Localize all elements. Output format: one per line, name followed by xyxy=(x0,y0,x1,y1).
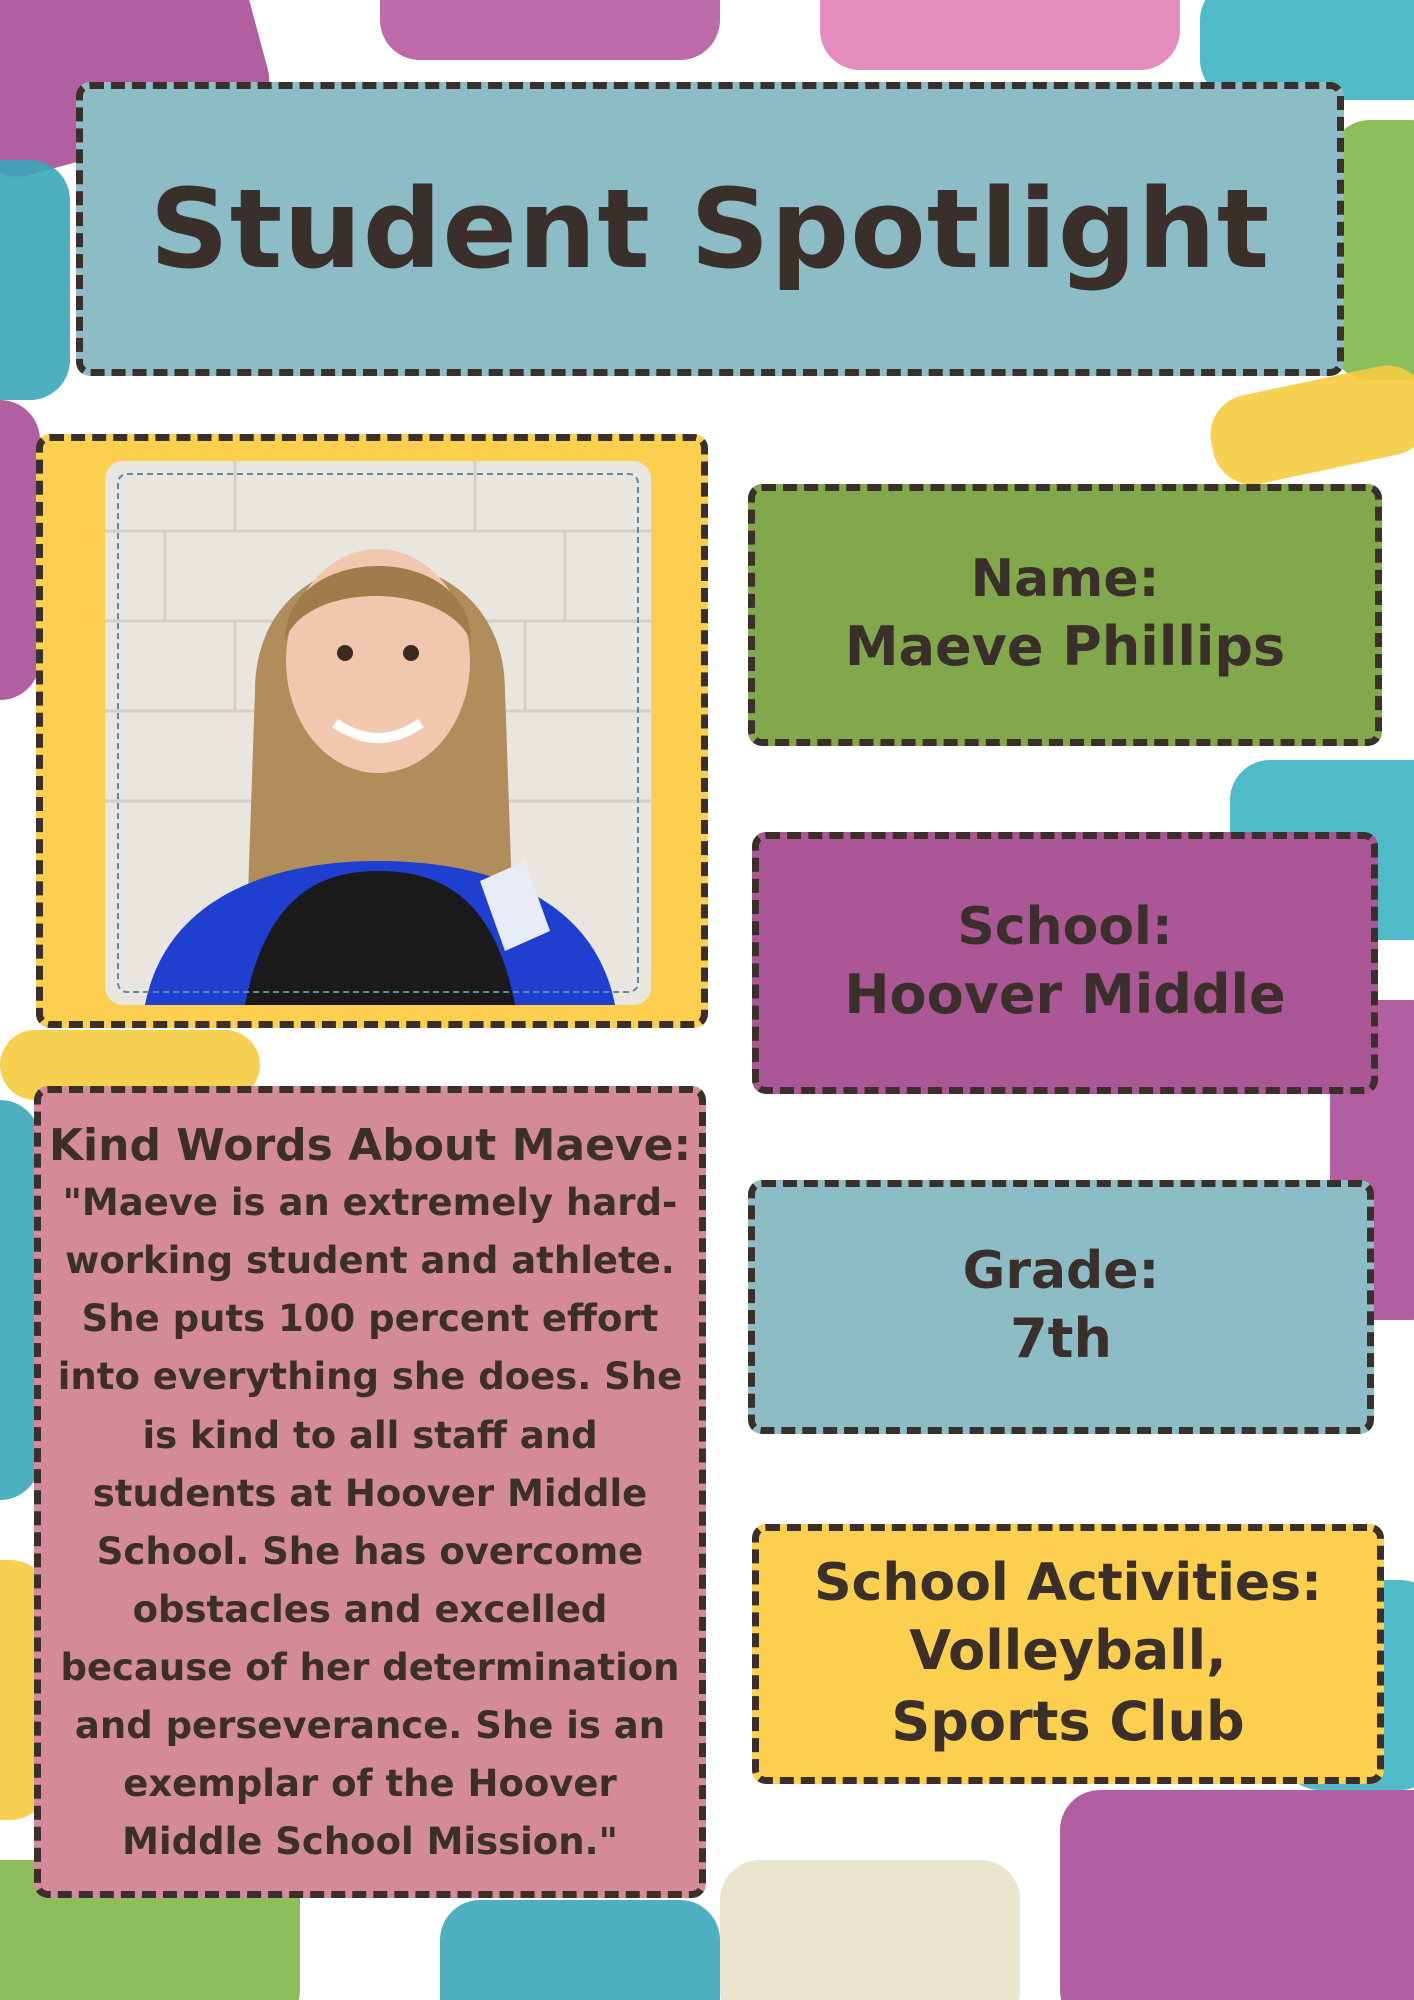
name-label: Name: xyxy=(970,549,1160,610)
student-photo xyxy=(105,461,651,1005)
name-value: Maeve Phillips xyxy=(844,615,1286,679)
grade-label: Grade: xyxy=(962,1241,1160,1302)
photo-frame xyxy=(36,434,708,1028)
page-title: Student Spotlight xyxy=(149,165,1271,293)
activities-label: School Activities: xyxy=(814,1553,1322,1614)
name-card xyxy=(748,484,1382,746)
kind-words-title: Kind Words About Maeve: xyxy=(48,1120,692,1171)
activities-line-2: Sports Club xyxy=(891,1689,1245,1753)
grade-card xyxy=(748,1180,1374,1434)
school-value: Hoover Middle xyxy=(844,963,1286,1027)
kind-words-card xyxy=(34,1086,706,1898)
kind-words-quote: "Maeve is an extremely hard-working student and athlete. She puts 100 percent effort into everything she does. She is kind to all staff and students at Hoover Middle School. She has overcome obstacles and excelled because of her determination and perseverance. She is an exemplar of the Hoover Middle School Mission." xyxy=(57,1181,683,1864)
activities-line-1: Volleyball, xyxy=(909,1619,1227,1683)
school-label: School: xyxy=(957,897,1173,958)
school-card xyxy=(752,832,1378,1094)
grade-value: 7th xyxy=(1010,1307,1112,1371)
activities-card xyxy=(752,1524,1384,1784)
title-banner xyxy=(76,82,1344,376)
